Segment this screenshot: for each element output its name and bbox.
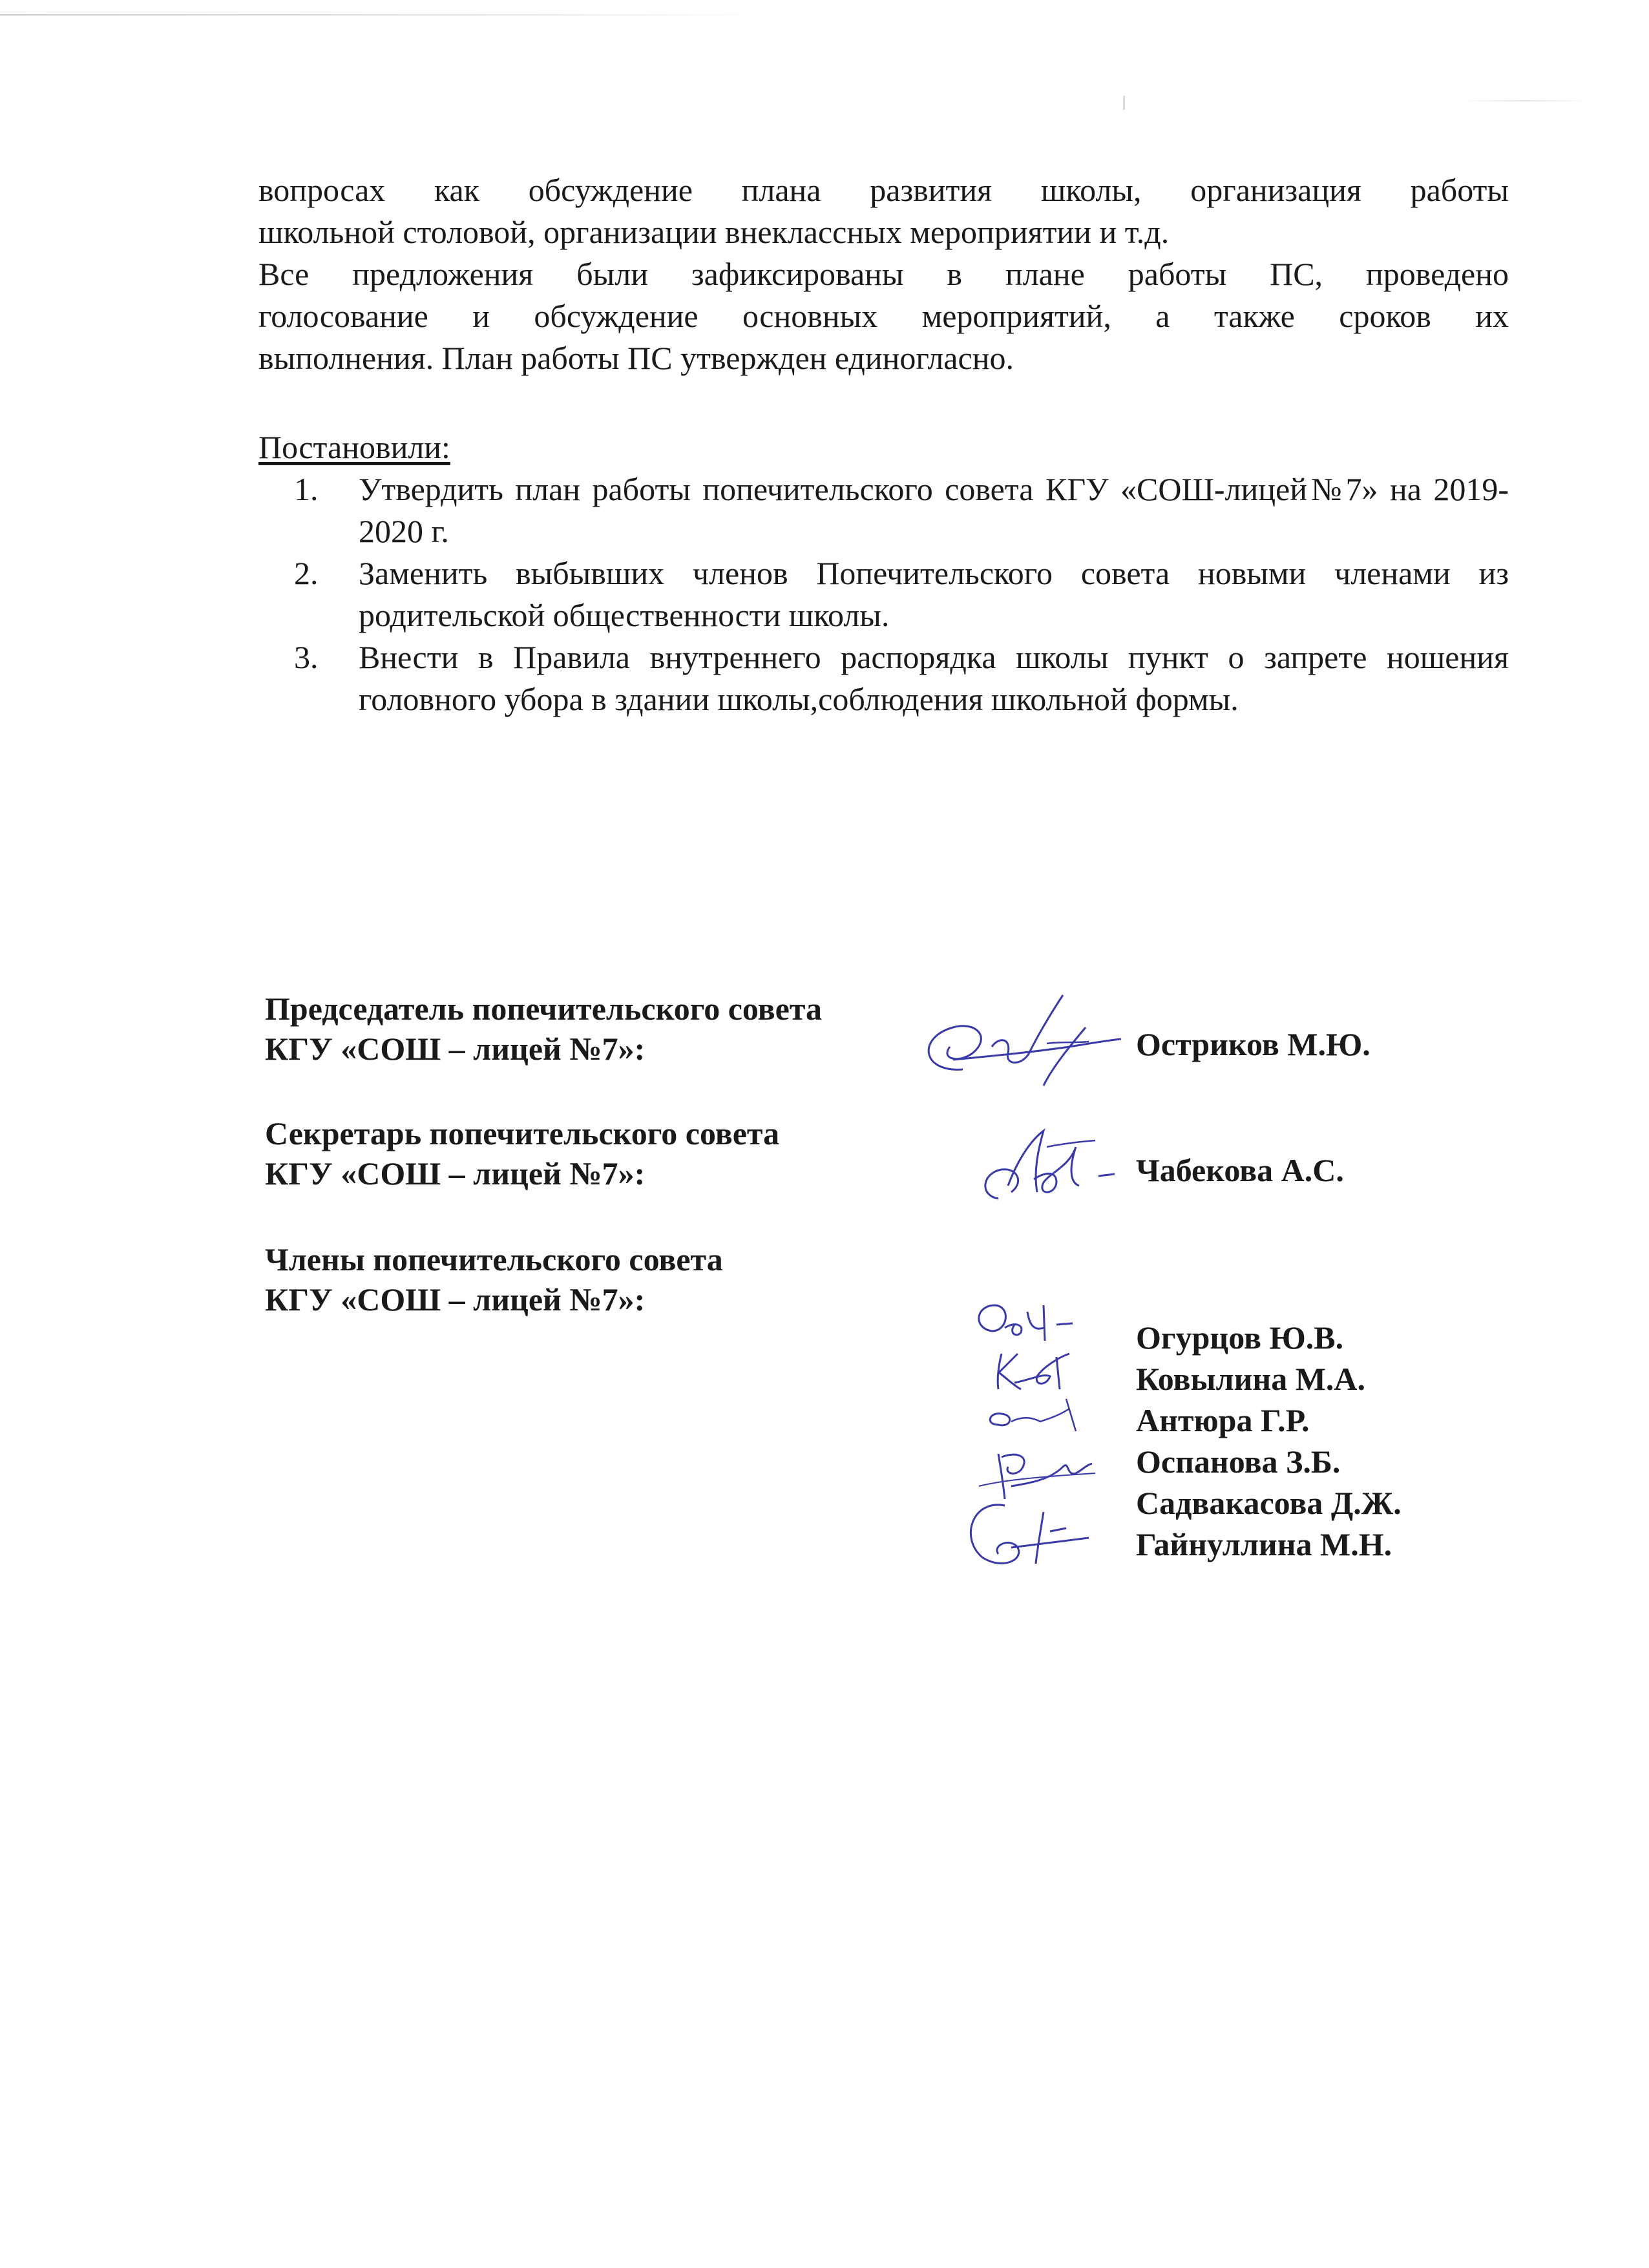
members-role bbox=[265, 1239, 723, 1319]
chairman-role bbox=[265, 989, 822, 1069]
resolution-number: 2. bbox=[294, 555, 319, 591]
secretary-role-line: КГУ «СОШ – лицей №7»: bbox=[265, 1155, 646, 1192]
scan-artifact-line bbox=[1460, 100, 1590, 101]
resolution-text: Внести в Правила внутреннего распорядка школы пункт о запрете ношения головного убора в здании школы,соблюдения школьной формы. bbox=[359, 639, 1509, 717]
member-name: Гайнуллина М.Н. bbox=[1136, 1526, 1392, 1562]
members-signatures-icon bbox=[953, 1292, 1134, 1590]
members-role-line: Члены попечительского совета bbox=[265, 1241, 723, 1277]
member-name: Антюра Г.Р. bbox=[1136, 1402, 1310, 1438]
intro-line: Все предложения были зафиксированы в плане работы ПС, проведено bbox=[258, 256, 1509, 292]
intro-line: школьной столовой, организации внеклассных мероприятии и т.д. bbox=[258, 214, 1170, 250]
members-names-list bbox=[1136, 1317, 1402, 1565]
resolution-text: Заменить выбывших членов Попечительского совета новыми членами из родительской общественности школы. bbox=[359, 555, 1509, 633]
member-name: Садвакасова Д.Ж. bbox=[1136, 1485, 1402, 1521]
resolutions-list bbox=[294, 468, 1509, 720]
scan-artifact-line bbox=[0, 14, 762, 16]
intro-line: вопросах как обсуждение плана развития школы, организация работы bbox=[258, 172, 1509, 208]
chairman-role-line: Председатель попечительского совета bbox=[265, 991, 823, 1027]
member-name: Оспанова З.Б. bbox=[1136, 1444, 1341, 1480]
member-name: Ковылина М.А. bbox=[1136, 1361, 1366, 1397]
resolution-text: Утвердить план работы попечительского совета КГУ «СОШ-лицей№7» на 2019-2020 г. bbox=[359, 471, 1509, 549]
secretary-role-line: Секретарь попечительского совета bbox=[265, 1115, 780, 1151]
scan-artifact-mark bbox=[1123, 96, 1125, 110]
resolution-item bbox=[294, 552, 1509, 636]
secretary-name: Чабекова А.С. bbox=[1136, 1152, 1344, 1188]
resolved-heading: Постановили: bbox=[258, 429, 450, 465]
chairman-name: Остриков М.Ю. bbox=[1136, 1026, 1371, 1062]
intro-paragraph bbox=[258, 169, 1509, 379]
resolution-item bbox=[294, 468, 1509, 552]
member-name: Огурцов Ю.В. bbox=[1136, 1319, 1344, 1356]
intro-line: голосование и обсуждение основных мероприятий, а также сроков их bbox=[258, 298, 1509, 334]
resolution-number: 3. bbox=[294, 639, 319, 675]
intro-line: выполнения. План работы ПС утвержден единогласно. bbox=[258, 340, 1014, 376]
chairman-signature-icon bbox=[914, 976, 1128, 1105]
secretary-signature-icon bbox=[972, 1121, 1121, 1218]
secretary-role bbox=[265, 1113, 779, 1193]
chairman-role-line: КГУ «СОШ – лицей №7»: bbox=[265, 1031, 646, 1067]
resolution-number: 1. bbox=[294, 471, 319, 507]
resolution-item bbox=[294, 636, 1509, 720]
members-role-line: КГУ «СОШ – лицей №7»: bbox=[265, 1281, 646, 1318]
